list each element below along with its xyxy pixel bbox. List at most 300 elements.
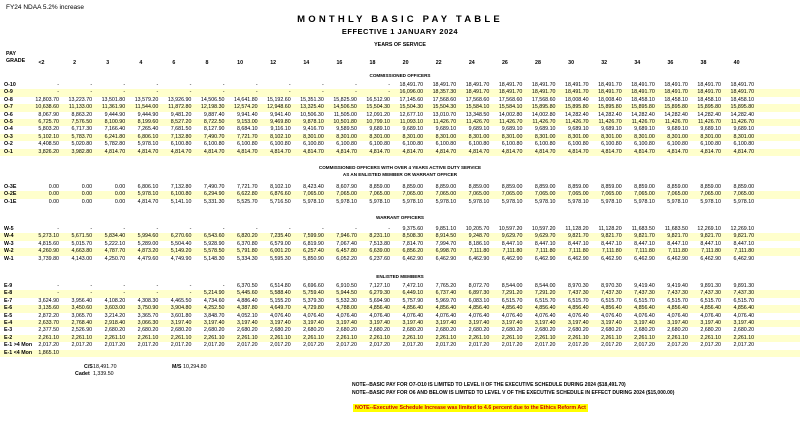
pay-cell: 2,261.10 xyxy=(402,334,424,341)
pay-cell: - xyxy=(57,89,59,96)
pay-cell: 6,806.10 xyxy=(137,184,159,190)
pay-cell: 11,426.70 xyxy=(730,119,755,125)
pay-cell: 6,462.90 xyxy=(435,255,457,262)
pay-cell: 8,914.50 xyxy=(435,233,457,240)
pay-cell: 7,127.10 xyxy=(369,283,390,289)
pay-grade-label: W-2 xyxy=(4,248,14,255)
pay-cell: 8,447.10 xyxy=(733,240,755,247)
pay-cell: 9,419.40 xyxy=(634,283,655,289)
pay-cell: 13,501.80 xyxy=(101,96,126,103)
pay-cell: 2,680.20 xyxy=(336,327,357,334)
pay-cell: 7,291.20 xyxy=(501,290,523,297)
pay-cell: 5,978.10 xyxy=(667,198,688,205)
pay-cell: 6,820.20 xyxy=(236,233,258,240)
pay-cell: - xyxy=(189,226,192,232)
pay-cell: 9,821.70 xyxy=(634,233,655,240)
pay-cell: 8,301.00 xyxy=(435,133,457,140)
pay-cell: 4,814.70 xyxy=(435,148,457,155)
pay-cell: 6,717.30 xyxy=(71,126,93,133)
pay-cell: 7,721.70 xyxy=(236,133,258,140)
column-header: 10 xyxy=(237,60,244,66)
pay-grade-label: E-1 >4 Mon xyxy=(4,342,33,349)
pay-cell: - xyxy=(189,283,192,289)
pay-cell: 3,750.90 xyxy=(137,305,159,312)
table-row xyxy=(0,233,800,240)
pay-cell: 7,111.80 xyxy=(734,248,755,255)
pay-cell: 12,948.60 xyxy=(267,104,291,111)
pay-cell: 5,015.70 xyxy=(71,240,93,247)
pay-cell: 6,462.90 xyxy=(402,255,424,262)
pay-cell: 11,683.50 xyxy=(664,226,688,232)
pay-cell: 7,437.30 xyxy=(733,290,755,297)
table-row xyxy=(0,104,800,111)
pay-cell: 8,199.60 xyxy=(137,119,159,125)
pay-cell: 10,501.80 xyxy=(333,119,357,125)
pay-cell: - xyxy=(57,283,59,289)
pay-cell: 6,819.90 xyxy=(303,240,324,247)
pay-cell: 4,465.50 xyxy=(170,297,192,304)
pay-cell: 4,749.90 xyxy=(170,255,192,262)
pay-cell: 3,904.80 xyxy=(170,305,192,312)
pay-cell: 5,222.10 xyxy=(104,240,126,247)
pay-cell: 7,111.80 xyxy=(668,248,688,255)
pay-cell: - xyxy=(123,226,126,232)
pay-cell: 5,757.90 xyxy=(402,297,424,304)
pay-cell: 14,002.80 xyxy=(531,111,556,118)
pay-grade-label: O-10 xyxy=(4,82,16,88)
pay-cell: 2,261.10 xyxy=(236,334,258,341)
pay-cell: 8,301.00 xyxy=(667,133,688,140)
pay-cell: 2,017.20 xyxy=(435,342,457,349)
ms-value: 10,294.80 xyxy=(183,364,207,370)
pay-cell: 2,680.20 xyxy=(733,327,755,334)
section-title xyxy=(0,215,800,220)
table-row xyxy=(0,134,800,141)
pay-grade-label: O-2E xyxy=(4,191,17,198)
pay-cell: 3,197.40 xyxy=(303,320,324,326)
pay-cell: 2,680.20 xyxy=(601,327,622,334)
pay-cell: 7,490.70 xyxy=(203,133,225,140)
pay-cell: 11,426.70 xyxy=(598,119,622,125)
pay-grade-label: O-1E xyxy=(4,198,17,205)
pay-cell: 8,859.00 xyxy=(369,184,390,190)
pay-cell: 4,076.40 xyxy=(468,312,490,319)
pay-cell: 6,100.80 xyxy=(203,141,225,148)
pay-cell: 4,814.70 xyxy=(270,148,291,155)
pay-cell: 6,462.90 xyxy=(501,255,523,262)
pay-cell: 8,970.30 xyxy=(567,283,589,289)
pay-cell: 8,423.40 xyxy=(303,184,324,190)
pay-cell: 9,689.10 xyxy=(501,126,523,133)
pay-cell: 9,689.10 xyxy=(700,126,721,133)
pay-cell: - xyxy=(388,82,390,88)
pay-cell: 6,639.00 xyxy=(369,248,390,255)
pay-grade-label: W-3 xyxy=(4,240,14,247)
pay-cell: - xyxy=(156,290,159,297)
column-header: 8 xyxy=(205,60,209,66)
pay-cell: 4,076.40 xyxy=(303,312,324,319)
pay-cell: 6,100.80 xyxy=(667,141,688,148)
pay-cell: 10,205.70 xyxy=(465,226,490,232)
pay-cell: 4,856.40 xyxy=(435,305,457,312)
column-header: 22 xyxy=(435,60,442,66)
pay-cell: 2,261.10 xyxy=(601,334,622,341)
pay-cell: 7,065.00 xyxy=(369,191,390,198)
pay-cell: 7,721.70 xyxy=(236,184,258,190)
pay-cell: 8,859.00 xyxy=(534,184,556,190)
cadet-value: 1,339.50 xyxy=(93,371,114,377)
pay-cell: 5,020.80 xyxy=(71,141,93,148)
pay-cell: 4,260.90 xyxy=(38,248,59,255)
pay-cell: 8,301.00 xyxy=(634,133,655,140)
pay-cell: 2,680.20 xyxy=(667,327,688,334)
pay-cell: 7,065.00 xyxy=(435,191,457,198)
pay-cell: 13,348.50 xyxy=(465,111,490,118)
pay-cell: 4,076.40 xyxy=(270,312,291,319)
pay-cell: 8,859.00 xyxy=(468,184,490,190)
pay-cell: - xyxy=(189,82,192,88)
pay-cell: 6,515.70 xyxy=(634,297,655,304)
column-header: 18 xyxy=(369,60,376,66)
pay-cell: 4,873.20 xyxy=(137,248,159,255)
pay-cell: 3,197.40 xyxy=(700,320,721,326)
pay-cell: 3,826.20 xyxy=(38,148,59,155)
pay-cell: 18,357.30 xyxy=(432,89,457,96)
pay-cell: 6,910.50 xyxy=(336,283,357,289)
table-row xyxy=(0,184,800,191)
pay-cell: 6,515.70 xyxy=(534,297,556,304)
pay-cell: - xyxy=(388,89,390,96)
pay-cell: 4,814.70 xyxy=(468,148,490,155)
pay-cell: 2,017.20 xyxy=(369,342,390,349)
pay-cell: 6,462.90 xyxy=(468,255,490,262)
pay-cell: 4,076.40 xyxy=(601,312,622,319)
pay-cell: 5,504.40 xyxy=(170,240,192,247)
pay-cell: 7,490.70 xyxy=(203,184,225,190)
pay-cell: - xyxy=(57,82,59,88)
pay-cell: 15,895.80 xyxy=(697,104,721,111)
pay-cell: 8,859.00 xyxy=(700,184,721,190)
pay-grade-label: E-3 xyxy=(4,327,13,334)
pay-cell: 3,197.40 xyxy=(170,320,192,326)
pay-cell: 0.00 xyxy=(81,191,93,198)
section-title-line1: COMMISSIONED OFFICERS WITH OVER 4 YEARS ACTIVE DUTY SERVICE xyxy=(318,165,482,170)
table-row xyxy=(0,256,800,263)
pay-cell: 11,426.70 xyxy=(697,119,721,125)
pay-cell: - xyxy=(355,82,357,88)
pay-cell: 11,426.70 xyxy=(631,119,655,125)
pay-cell: 5,149.20 xyxy=(170,248,192,255)
pay-cell: 4,076.40 xyxy=(733,312,755,319)
pay-cell: 6,100.80 xyxy=(303,141,324,148)
pay-cell: 4,856.40 xyxy=(601,305,622,312)
pay-grade-label: O-1 xyxy=(4,148,13,155)
pay-cell: 5,803.20 xyxy=(38,126,59,133)
section-title-line2: AS AN ENLISTED MEMBER OR WARRANT OFFICER xyxy=(342,172,458,177)
pay-cell: 9,153.00 xyxy=(236,119,258,125)
pay-cell: - xyxy=(288,82,291,88)
pay-cell: 5,944.50 xyxy=(336,290,357,297)
pay-cell: 6,279.30 xyxy=(369,290,390,297)
pay-cell: - xyxy=(355,226,357,232)
note-executive-schedule: NOTE--Executive Schedule Increase was limited to 4.6 percent due to the Ethics Reform Act xyxy=(355,405,586,411)
pay-cell: 3,197.40 xyxy=(667,320,688,326)
pay-cell: 6,100.80 xyxy=(468,141,490,148)
pay-cell: 5,978.10 xyxy=(534,198,556,205)
pay-cell: 6,100.80 xyxy=(534,141,556,148)
pay-cell: 4,076.40 xyxy=(501,312,523,319)
pay-cell: 5,978.10 xyxy=(468,198,490,205)
pay-cell: 11,426.70 xyxy=(664,119,688,125)
pay-cell: 18,491.70 xyxy=(565,89,589,96)
pay-cell: 7,111.80 xyxy=(535,248,556,255)
pay-cell: 8,508.30 xyxy=(402,233,424,240)
pay-cell: 12,574.20 xyxy=(234,104,258,111)
pay-cell: 5,850.90 xyxy=(303,255,324,262)
pay-cell: 11,133.00 xyxy=(68,104,93,111)
pay-cell: 2,261.10 xyxy=(700,334,721,341)
pay-cell: 2,017.20 xyxy=(104,342,126,349)
pay-cell: 6,100.80 xyxy=(270,141,291,148)
pay-cell: 18,491.70 xyxy=(598,82,622,88)
pay-cell: 6,449.10 xyxy=(402,290,424,297)
pay-cell: 7,065.00 xyxy=(336,191,357,198)
pay-cell: 4,663.80 xyxy=(71,248,93,255)
pay-cell: 15,895.80 xyxy=(664,104,688,111)
pay-cell: 3,197.40 xyxy=(402,320,424,326)
table-row xyxy=(0,241,800,248)
pay-cell: 1,865.10 xyxy=(38,349,59,356)
pay-cell: 3,624.90 xyxy=(38,297,59,304)
column-header: 2 xyxy=(73,60,77,66)
pay-cell: 2,261.10 xyxy=(170,334,192,341)
pay-cell: 6,696.60 xyxy=(303,283,324,289)
pay-cell: 2,872.20 xyxy=(38,312,59,319)
pay-cell: 2,918.40 xyxy=(104,320,126,326)
pay-cell: 5,978.10 xyxy=(137,141,159,148)
table-row xyxy=(0,191,800,198)
pay-cell: 5,834.40 xyxy=(104,233,126,240)
pay-cell: 2,261.10 xyxy=(336,334,357,341)
column-header: 36 xyxy=(667,60,674,66)
pay-cell: 9,689.10 xyxy=(468,126,490,133)
pay-cell: 7,111.80 xyxy=(502,248,523,255)
pay-cell: 7,472.10 xyxy=(402,283,424,289)
pay-cell: 4,814.70 xyxy=(104,148,126,155)
pay-cell: 8,102.10 xyxy=(270,184,291,190)
pay-grade-label: E-5 xyxy=(4,312,13,319)
cs-label: C/S xyxy=(84,364,93,370)
pay-cell: 2,680.20 xyxy=(700,327,721,334)
pay-cell: 9,887.40 xyxy=(203,111,225,118)
pay-cell: 4,814.70 xyxy=(501,148,523,155)
pay-cell: 18,491.70 xyxy=(432,82,457,88)
pay-cell: 9,629.70 xyxy=(501,233,523,240)
pay-cell: 5,994.60 xyxy=(137,233,159,240)
pay-cell: 18,008.40 xyxy=(598,96,622,103)
pay-cell: 7,437.30 xyxy=(667,290,688,297)
pay-cell: 11,093.10 xyxy=(399,119,424,125)
pay-cell: - xyxy=(90,82,93,88)
pay-cell: 5,978.10 xyxy=(369,198,390,205)
pay-grade-header-line2: GRADE xyxy=(6,57,26,64)
pay-cell: 4,886.40 xyxy=(236,297,258,304)
pay-cell: 3,214.20 xyxy=(104,312,126,319)
pay-cell: 3,365.70 xyxy=(137,312,159,319)
pay-grade-label: O-7 xyxy=(4,104,13,111)
pay-cell: 4,814.70 xyxy=(137,198,159,205)
pay-cell: 6,462.90 xyxy=(700,255,721,262)
pay-cell: 6,725.70 xyxy=(38,119,59,125)
pay-cell: - xyxy=(90,283,93,289)
pay-cell: 6,457.80 xyxy=(336,248,357,255)
pay-cell: 4,076.40 xyxy=(700,312,721,319)
pay-cell: 16,512.90 xyxy=(366,96,390,103)
pay-cell: 9,851.10 xyxy=(435,226,457,232)
pay-cell: 18,491.70 xyxy=(730,89,755,96)
pay-cell: - xyxy=(189,290,192,297)
pay-cell: 3,197.40 xyxy=(567,320,589,326)
pay-cell: 5,978.10 xyxy=(501,198,523,205)
pay-cell: 4,076.40 xyxy=(435,312,457,319)
pay-cell: 10,597.20 xyxy=(531,226,556,232)
pay-cell: 5,716.50 xyxy=(270,198,291,205)
table-row xyxy=(0,290,800,297)
pay-cell: 4,729.80 xyxy=(303,305,324,312)
pay-cell: - xyxy=(90,290,93,297)
pay-grade-label: O-5 xyxy=(4,119,13,125)
pay-cell: 7,067.40 xyxy=(336,240,357,247)
pay-cell: 2,017.20 xyxy=(567,342,589,349)
pay-cell: 2,261.10 xyxy=(303,334,324,341)
pay-cell: 3,601.80 xyxy=(170,312,192,319)
pay-cell: 7,814.70 xyxy=(402,240,424,247)
column-header: 34 xyxy=(634,60,641,66)
pay-cell: 15,192.60 xyxy=(267,96,291,103)
pay-cell: 2,526.90 xyxy=(71,327,93,334)
pay-cell: 6,370.50 xyxy=(236,283,258,289)
pay-cell: 5,671.50 xyxy=(71,233,93,240)
pay-cell: 13,010.70 xyxy=(432,111,457,118)
pay-cell: 18,491.70 xyxy=(565,82,589,88)
pay-cell: 2,261.10 xyxy=(38,334,59,341)
pay-cell: 6,052.20 xyxy=(336,255,357,262)
pay-cell: - xyxy=(123,283,126,289)
pay-cell: 11,872.80 xyxy=(168,104,192,111)
pay-cell: 4,649.70 xyxy=(270,305,291,312)
pay-cell: 8,859.00 xyxy=(601,184,622,190)
pay-cell: 9,629.70 xyxy=(534,233,556,240)
pay-cell: 11,426.70 xyxy=(565,119,589,125)
pay-cell: 3,135.60 xyxy=(38,305,59,312)
pay-cell: 6,515.70 xyxy=(501,297,523,304)
pay-cell: 0.00 xyxy=(114,198,126,205)
pay-cell: - xyxy=(156,82,159,88)
pay-cell: - xyxy=(156,226,159,232)
ms-label: M/S xyxy=(172,364,182,370)
pay-grade-label: O-2 xyxy=(4,141,13,148)
pay-cell: 12,269.10 xyxy=(730,226,755,232)
pay-cell: 2,017.20 xyxy=(402,342,424,349)
pay-cell: 9,375.60 xyxy=(402,226,424,232)
pay-cell: 9,444.90 xyxy=(104,111,126,118)
pay-cell: 2,261.10 xyxy=(534,334,556,341)
pay-cell: 8,067.90 xyxy=(38,111,59,118)
pay-cell: 10,799.10 xyxy=(366,119,390,125)
pay-cell: 8,447.10 xyxy=(501,240,523,247)
pay-grade-label: E-4 xyxy=(4,320,13,326)
pay-cell: 4,734.60 xyxy=(203,297,225,304)
table-row xyxy=(0,82,800,89)
pay-cell: 18,491.70 xyxy=(631,82,655,88)
pay-cell: 2,680.20 xyxy=(634,327,655,334)
pay-cell: 8,301.00 xyxy=(501,133,523,140)
pay-cell: 5,532.30 xyxy=(336,297,357,304)
pay-cell: 8,863.20 xyxy=(71,111,93,118)
pay-cell: 2,680.20 xyxy=(203,327,225,334)
pay-cell: 4,787.70 xyxy=(104,248,126,255)
column-header: 32 xyxy=(601,60,608,66)
pay-cell: 11,128.20 xyxy=(598,226,622,232)
pay-cell: 2,017.20 xyxy=(71,342,93,349)
pay-cell: 2,017.20 xyxy=(534,342,556,349)
pay-cell: 18,008.40 xyxy=(565,96,589,103)
pay-cell: 7,065.00 xyxy=(667,191,688,198)
pay-cell: 3,739.80 xyxy=(38,255,59,262)
pay-cell: 7,235.40 xyxy=(270,233,291,240)
pay-cell: 4,814.70 xyxy=(567,148,589,155)
pay-cell: - xyxy=(123,89,126,96)
pay-cell: 6,737.40 xyxy=(435,290,457,297)
pay-cell: 8,447.10 xyxy=(601,240,622,247)
table-row xyxy=(0,320,800,327)
section-title xyxy=(0,165,800,177)
pay-cell: 0.00 xyxy=(48,191,59,198)
pay-cell: 7,437.30 xyxy=(567,290,589,297)
pay-cell: 4,814.70 xyxy=(601,148,622,155)
pay-cell: 8,301.00 xyxy=(303,133,324,140)
pay-cell: 6,294.90 xyxy=(203,191,225,198)
pay-cell: 6,237.60 xyxy=(369,255,390,262)
pay-cell: 4,076.40 xyxy=(634,312,655,319)
pay-cell: 4,076.40 xyxy=(667,312,688,319)
pay-grade-label: O-9 xyxy=(4,89,13,96)
pay-cell: 8,301.00 xyxy=(733,133,755,140)
pay-cell: 9,589.50 xyxy=(336,126,357,133)
pay-cell: 7,132.80 xyxy=(170,133,192,140)
pay-cell: - xyxy=(57,226,59,232)
pay-cell: - xyxy=(90,89,93,96)
pay-cell: 3,197.40 xyxy=(534,320,556,326)
column-header: <2 xyxy=(38,60,45,66)
pay-cell: 5,445.60 xyxy=(236,290,258,297)
pay-cell: 18,491.70 xyxy=(465,82,490,88)
pay-cell: 8,301.00 xyxy=(369,133,390,140)
pay-cell: 14,282.40 xyxy=(631,111,655,118)
pay-cell: 16,096.00 xyxy=(399,89,424,96)
pay-cell: 5,978.10 xyxy=(336,198,357,205)
pay-cell: 2,017.20 xyxy=(303,342,324,349)
pay-cell: 4,856.40 xyxy=(402,305,424,312)
pay-cell: 0.00 xyxy=(81,184,93,190)
pay-cell: 9,444.90 xyxy=(137,111,159,118)
pay-cell: 9,941.40 xyxy=(270,111,291,118)
table-row xyxy=(0,327,800,334)
section-title-line1: COMMISSIONED OFFICERS xyxy=(369,73,431,78)
pay-cell: - xyxy=(222,226,225,232)
pay-cell: 11,361.90 xyxy=(102,104,126,111)
pay-cell: 3,848.70 xyxy=(203,312,225,319)
